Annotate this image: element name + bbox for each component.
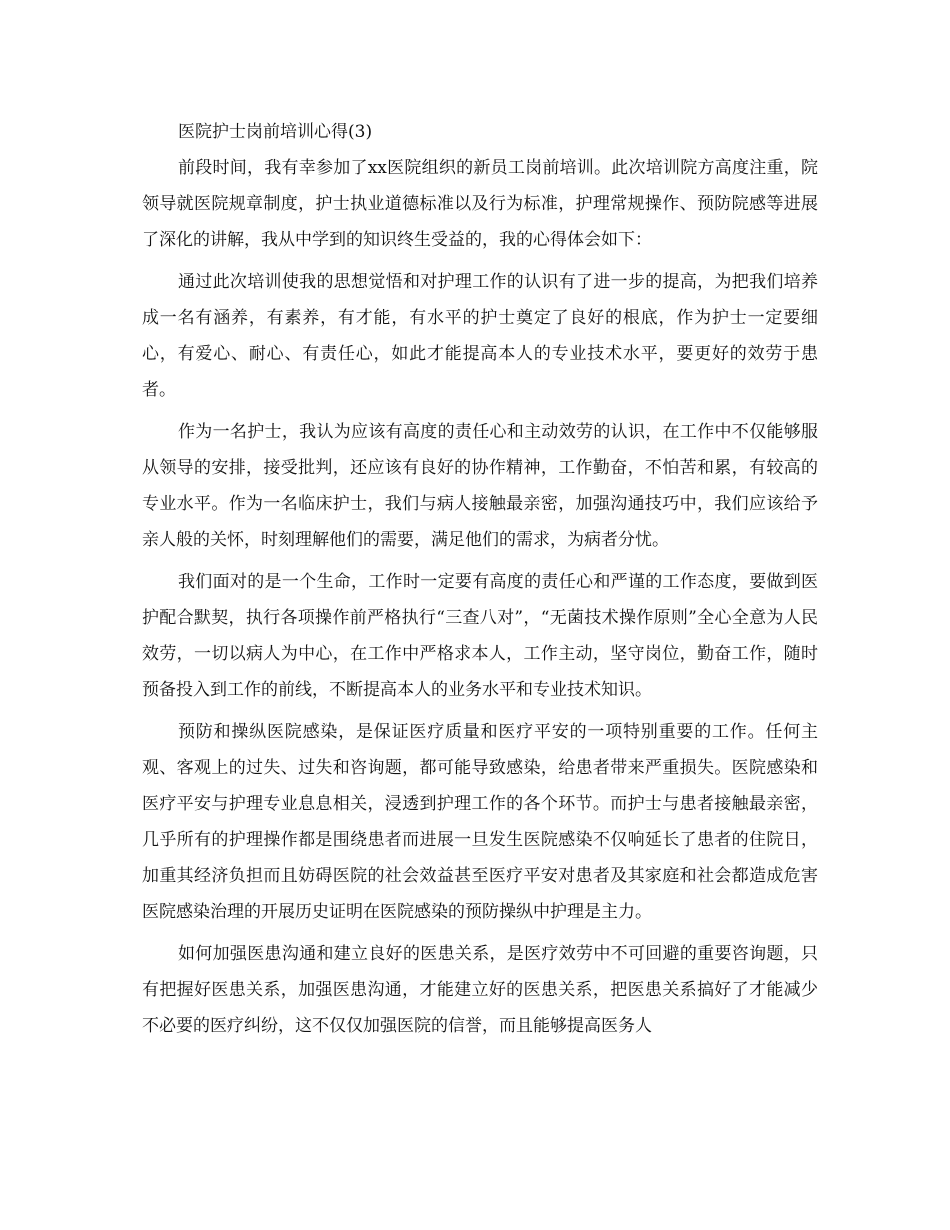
paragraph-nurse-responsibility: 作为一名护士，我认为应该有高度的责任心和主动效劳的认识，在工作中不仅能够服从领导的安排，接受批判，还应该有良好的协作精神，工作勤奋，不怕苦和累，有较高的专业水平。作为一名临床护士，我们与病人接触最亲密，加强沟通技巧中，我们应该给予亲人般的关怀，时刻理解他们的需要，满足他们的需求，为病者分忧。 (142, 422, 818, 550)
paragraph-intro: 前段时间，我有幸参加了xx医院组织的新员工岗前培训。此次培训院方高度注重，院领导就医院规章制度，护士执业道德标准以及行为标准，护理常规操作、预防院感等进展了深化的讲解，我从中学到的知识终生受益的，我的心得体会如下： (142, 158, 818, 250)
document-title: 医院护士岗前培训心得(3) (178, 122, 373, 142)
paragraph-doctor-patient-communication: 如何加强医患沟通和建立良好的医患关系，是医疗效劳中不可回避的重要咨询题，只有把握好医患关系，加强医患沟通，才能建立好的医患关系，把医患关系搞好了才能减少不必要的医疗纠纷，这不仅仅加强医院的信誉，而且能够提高医务人 (142, 944, 818, 1036)
document-body (142, 114, 818, 1044)
paragraph-infection-control: 预防和操纵医院感染，是保证医疗质量和医疗平安的一项特别重要的工作。任何主观、客观上的过失、过失和咨询题，都可能导致感染，给患者带来严重损失。医院感染和医疗平安与护理专业息息相关，浸透到护理工作的各个环节。而护士与患者接触最亲密，几乎所有的护理操作都是围绕患者而进展一旦发生医院感染不仅响延长了患者的住院日，加重其经济负担而且妨碍医院的社会效益甚至医疗平安对患者及其家庭和社会都造成危害医院感染治理的开展历史证明在医院感染的预防操纵中护理是主力。 (142, 722, 818, 922)
paragraph-work-attitude: 我们面对的是一个生命，工作时一定要有高度的责任心和严谨的工作态度，要做到医护配合默契，执行各项操作前严格执行“三查八对”，“无菌技术操作原则”全心全意为人民效劳，一切以病人为中心，在工作中严格求本人，工作主动，坚守岗位，勤奋工作，随时预备投入到工作的前线，不断提高本人的业务水平和专业技术知识。 (142, 572, 818, 700)
paragraph-training-benefit: 通过此次培训使我的思想觉悟和对护理工作的认识有了进一步的提高，为把我们培养成一名有涵养，有素养，有才能，有水平的护士奠定了良好的根底，作为护士一定要细心，有爱心、耐心、有责任心，如此才能提高本人的专业技术水平，要更好的效劳于患者。 (142, 272, 818, 400)
